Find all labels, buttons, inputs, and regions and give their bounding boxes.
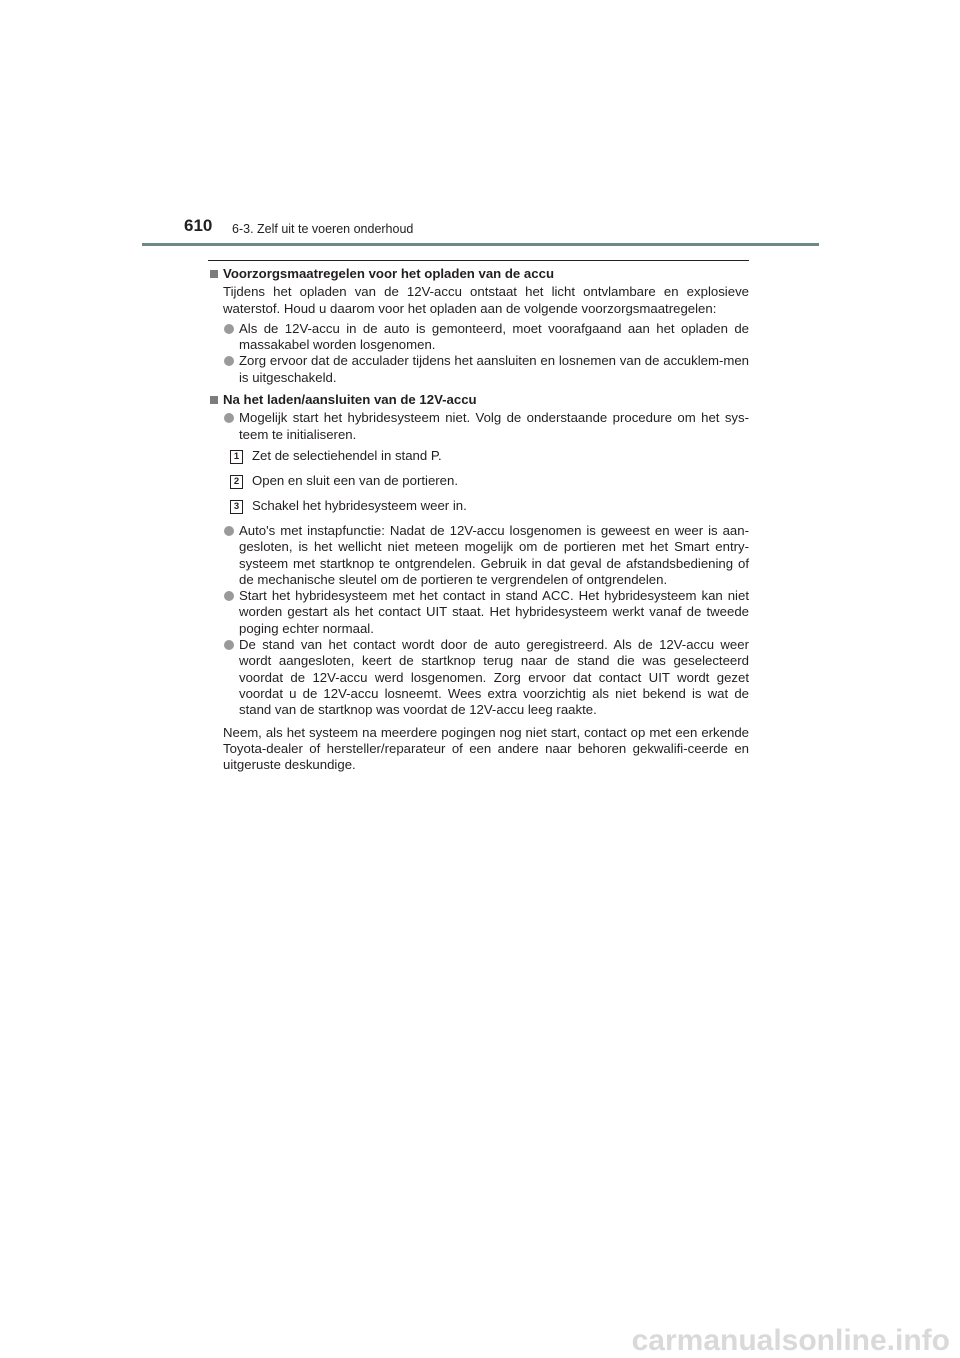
section-title: 6-3. Zelf uit te voeren onderhoud: [232, 222, 414, 236]
circle-bullet-icon: [224, 526, 234, 536]
closing-paragraph: Neem, als het systeem na meerdere pogingen nog niet start, contact op met een erkende Toyota-dealer of hersteller/reparateur of een andere naar behoren gekwalifi-ceerde en uitgeruste deskundige.: [223, 724, 749, 773]
step-text: Open en sluit een van de portieren.: [252, 472, 459, 488]
step-text: Zet de selectiehendel in stand P.: [252, 447, 442, 463]
page-number: 610: [184, 216, 213, 235]
list-item-text: Start het hybridesysteem met het contact in stand ACC. Het hybridesysteem kan niet worden gestart als het contact UIT staat. Het hybridesysteem werkt vanaf de tweede poging echter normaal.: [239, 588, 749, 636]
step-item: [230, 473, 749, 493]
list-item-text: Als de 12V-accu in de auto is gemonteerd, moet voorafgaand aan het opladen de massakabel worden losgenomen.: [239, 320, 749, 353]
list-item-text: Auto's met instapfunctie: Nadat de 12V-accu losgenomen is geweest en weer is aan-gesloten, is het wellicht niet meteen mogelijk om de portieren met het Smart entry-systeem met startknop te ontgrendelen. Gebruik in dat geval de afstandsbediening of de mechanische sleutel om de portieren te vergrendelen of ontgrendelen.: [239, 522, 749, 587]
list-item: [208, 353, 749, 386]
circle-bullet-icon: [224, 324, 234, 334]
list-item: [208, 321, 749, 354]
section-heading: [208, 392, 749, 408]
list-item: [208, 410, 749, 443]
circle-bullet-icon: [224, 356, 234, 366]
circle-bullet-icon: [224, 591, 234, 601]
circle-bullet-icon: [224, 413, 234, 423]
list-item: [208, 637, 749, 718]
watermark-text: carmanualsonline.info: [631, 1324, 950, 1357]
section-heading: [208, 266, 749, 282]
step-text: Schakel het hybridesysteem weer in.: [252, 497, 467, 513]
list-item: [208, 588, 749, 637]
circle-bullet-icon: [224, 640, 234, 650]
list-item: [208, 523, 749, 588]
header-rule: [142, 243, 819, 246]
list-item-text: Zorg ervoor dat de acculader tijdens het aansluiten en losnemen van de accuklem-men is uitgeschakeld.: [239, 353, 749, 385]
square-bullet-icon: [210, 270, 218, 278]
paragraph: Tijdens het opladen van de 12V-accu ontstaat het licht ontvlambare en explosieve waterstof. Houd u daarom voor het opladen aan de volgende voorzorgsmaatregelen:: [223, 284, 749, 316]
step-number: 2: [230, 475, 243, 489]
square-bullet-icon: [210, 396, 218, 404]
step-item: [230, 498, 749, 518]
list-item-text: De stand van het contact wordt door de auto geregistreerd. Als de 12V-accu weer wordt aangesloten, keert de startknop terug naar de stand die was geselecteerd voordat de 12V-accu werd losgenomen. Zorg ervoor dat contact UIT wordt gezet voordat u de 12V-accu losneemt. Wees extra voorzichtig als niet bekend is wat de stand van de startknop was voordat de 12V-accu leeg raakte.: [239, 637, 749, 718]
content-body: [208, 266, 749, 773]
heading-text: Na het laden/aansluiten van de 12V-accu: [223, 392, 477, 408]
step-list: [208, 448, 749, 518]
heading-text: Voorzorgsmaatregelen voor het opladen van de accu: [223, 266, 554, 281]
step-number: 1: [230, 450, 243, 464]
step-number: 3: [230, 500, 243, 514]
step-item: [230, 448, 749, 468]
list-item-text: Mogelijk start het hybridesysteem niet. Volg de onderstaande procedure om het sys-teem te initialiseren.: [239, 410, 749, 442]
content-rule: [208, 260, 749, 261]
